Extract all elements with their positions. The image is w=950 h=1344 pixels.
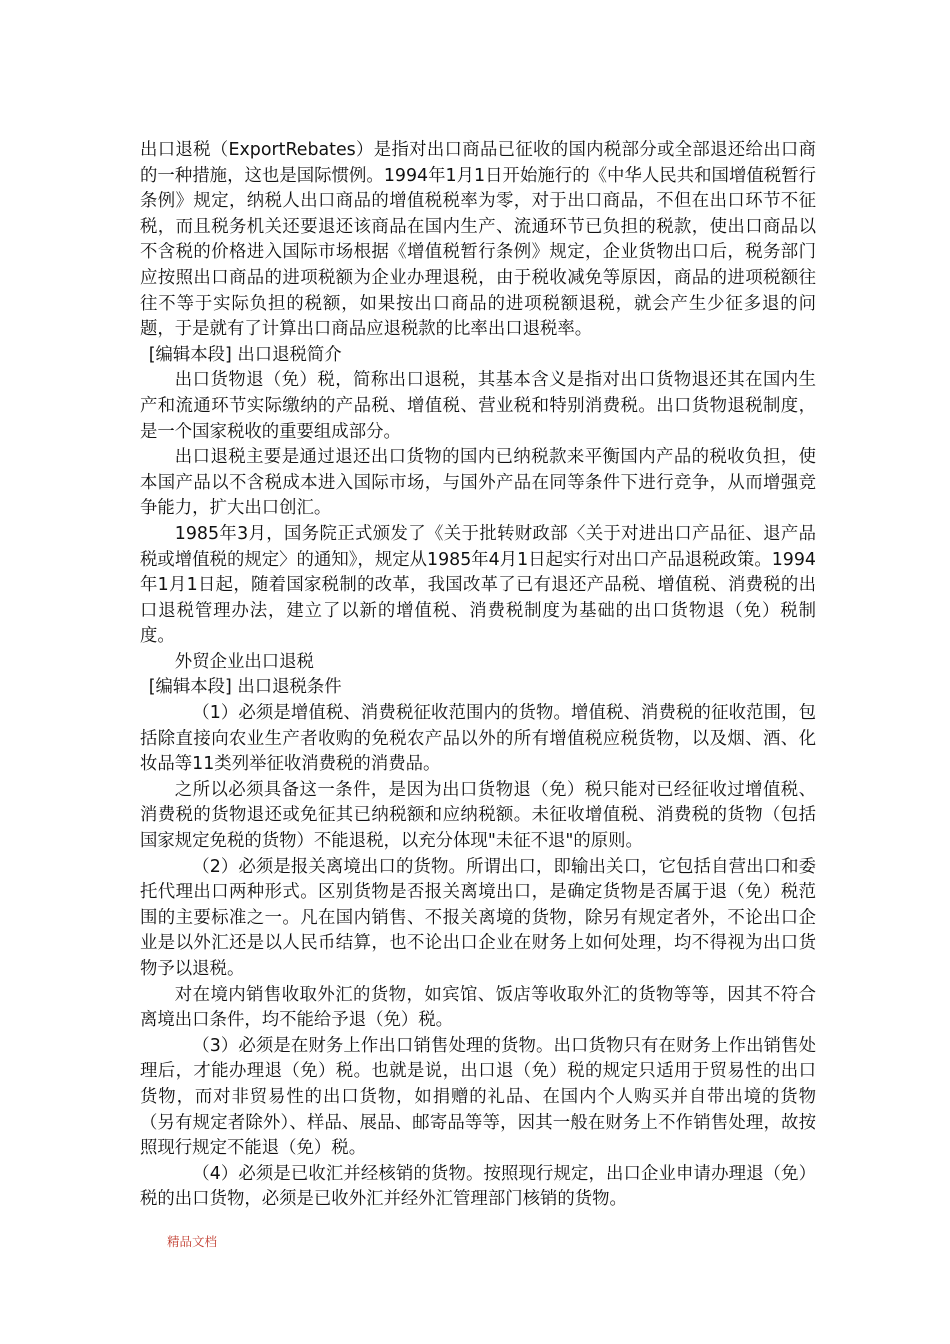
paragraph-condition-2: （2）必须是报关离境出口的货物。所谓出口，即输出关口，它包括自营出口和委托代理出口两种形式。区别货物是否报关离境出口，是确定货物是否属于退（免）税范围的主要标准之一。凡在国内销售、不报关离境的货物，除另有规定者外，不论出口企业是以外汇还是以人民币结算，也不论出口企业在财务上如何处理，均不得视为出口货物予以退税。 [140, 856, 816, 979]
section-heading-conditions: [编辑本段] 出口退税条件 [148, 677, 342, 698]
paragraph-condition-4: （4）必须是已收汇并经核销的货物。按照现行规定，出口企业申请办理退（免）税的出口货物，必须是已收外汇并经外汇管理部门核销的货物。 [140, 1163, 816, 1210]
section-heading-intro: [编辑本段] 出口退税简介 [148, 344, 342, 365]
paragraph-condition-3: （3）必须是在财务上作出口销售处理的货物。出口货物只有在财务上作出销售处理后，才能办理退（免）税。也就是说，出口退（免）税的规定只适用于贸易性的出口货物，而对非贸易性的出口货物，如捐赠的礼品、在国内个人购买并自带出境的货物（另有规定者除外）、样品、展品、邮寄品等等，因其一般在财务上不作销售处理，故按照现行规定不能退（免）税。 [140, 1035, 816, 1159]
document-body [140, 138, 816, 1213]
paragraph-condition-1: （1）必须是增值税、消费税征收范围内的货物。增值税、消费税的征收范围，包括除直接向农业生产者收购的免税农产品以外的所有增值税应税货物，以及烟、酒、化妆品等11类列举征收消费税的消费品。 [140, 703, 816, 775]
footer-label: 精品文档 [167, 1234, 218, 1249]
paragraph-condition-1-reason: 之所以必须具备这一条件，是因为出口货物退（免）税只能对已经征收过增值税、消费税的货物退还或免征其已纳税额和应纳税额。未征收增值税、消费税的货物（包括国家规定免税的货物）不能退税，以充分体现"未征不退"的原则。 [140, 779, 816, 852]
paragraph-subtitle: 外贸企业出口退税 [174, 651, 314, 672]
paragraph-intro: 出口退税（ExportRebates）是指对出口商品已征收的国内税部分或全部退还给出口商的一种措施，这也是国际惯例。1994年1月1日开始施行的《中华人民共和国增值税暂行条例》规定，纳税人出口商品的增值税税率为零，对于出口商品，不但在出口环节不征税，而且税务机关还要退还该商品在国内生产、流通环节已负担的税款，使出口商品以不含税的价格进入国际市场根据《增值税暂行条例》规定，企业货物出口后，税务部门应按照出口商品的进项税额为企业办理退税，由于税收减免等原因，商品的进项税额往往不等于实际负担的税额，如果按出口商品的进项税额退税，就会产生少征多退的问题，于是就有了计算出口商品应退税款的比率出口退税率。 [140, 140, 816, 340]
paragraph-history: 1985年3月，国务院正式颁发了《关于批转财政部〈关于对进出口产品征、退产品税或增值税的规定〉的通知》，规定从1985年4月1日起实行对出口产品退税政策。1994年1月1日起，随着国家税制的改革，我国改革了已有退还产品税、增值税、消费税的出口退税管理办法，建立了以新的增值税、消费税制度为基础的出口货物退（免）税制度。 [140, 523, 816, 647]
paragraph-definition: 出口货物退（免）税，简称出口退税，其基本含义是指对出口货物退还其在国内生产和流通环节实际缴纳的产品税、增值税、营业税和特别消费税。出口货物退税制度，是一个国家税收的重要组成部分。 [140, 370, 816, 442]
paragraph-purpose: 出口退税主要是通过退还出口货物的国内已纳税款来平衡国内产品的税收负担，使本国产品以不含税成本进入国际市场，与国外产品在同等条件下进行竞争，从而增强竞争能力，扩大出口创汇。 [140, 447, 816, 519]
paragraph-condition-2-note: 对在境内销售收取外汇的货物，如宾馆、饭店等收取外汇的货物等等，因其不符合离境出口条件，均不能给予退（免）税。 [140, 984, 816, 1031]
